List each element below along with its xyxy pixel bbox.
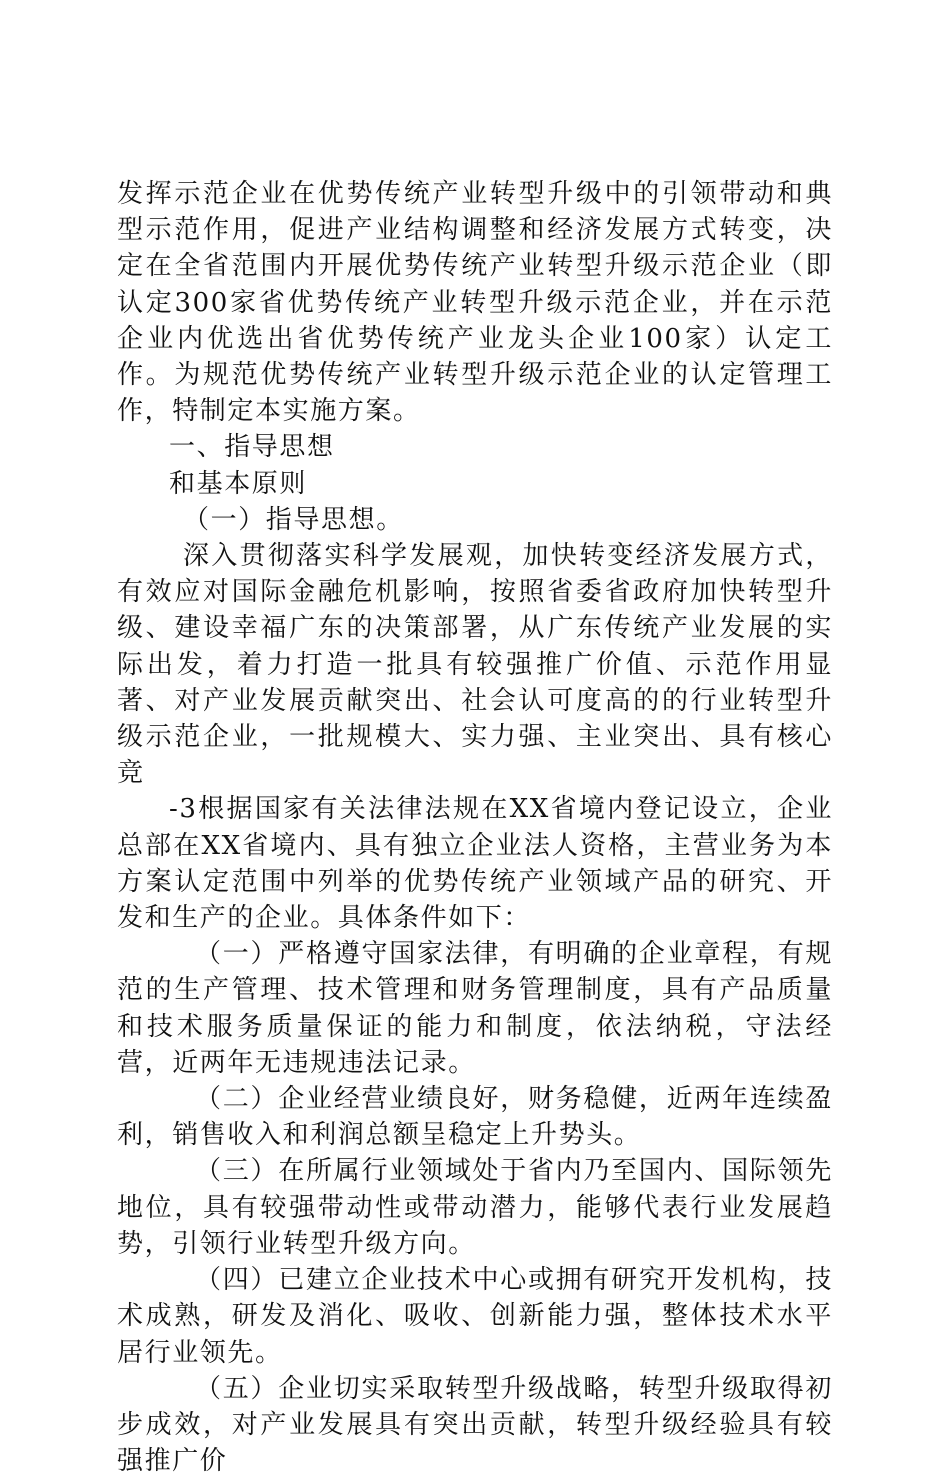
condition-item-1: （一）严格遵守国家法律，有明确的企业章程，有规范的生产管理、技术管理和财务管理制度，具有产品质量和技术服务质量保证的能力和制度，依法纳税，守法经营，近两年无违规违法记录。 [117, 939, 833, 1078]
subheading-guiding-ideology: （一）指导思想。 [183, 504, 404, 535]
condition-item-2: （二）企业经营业绩良好，财务稳健，近两年连续盈利，销售收入和利润总额呈稳定上升势头。 [117, 1084, 833, 1151]
document-body [117, 176, 833, 1479]
condition-item-5: （五）企业切实采取转型升级战略，转型升级取得初步成效，对产业发展具有突出贡献，转型升级经验具有较强推广价 [117, 1373, 833, 1477]
heading-guiding-ideology: 一、指导思想 [169, 432, 335, 463]
paragraph-intro: 发挥示范企业在优势传统产业转型升级中的引领带动和典型示范作用，促进产业结构调整和经济发展方式转变，决定在全省范围内开展优势传统产业转型升级示范企业（即认定300家省优势传统产业转型升级示范企业，并在示范企业内优选出省优势传统产业龙头企业100家）认定工作。为规范优势传统产业转型升级示范企业的认定管理工作，特制定本实施方案。 [117, 179, 833, 427]
condition-item-3: （三）在所属行业领域处于省内乃至国内、国际领先地位，具有较强带动性或带动潜力，能够代表行业发展趋势，引领行业转型升级方向。 [117, 1156, 833, 1259]
condition-item-4: （四）已建立企业技术中心或拥有研究开发机构，技术成熟，研发及消化、吸收、创新能力强，整体技术水平居行业领先。 [117, 1265, 833, 1368]
heading-basic-principles: 和基本原则 [169, 468, 308, 499]
paragraph-eligibility: -3根据国家有关法律法规在XX省境内登记设立，企业总部在XX省境内、具有独立企业法人资格，主营业务为本方案认定范围中列举的优势传统产业领域产品的研究、开发和生产的企业。具体条件如下： [117, 794, 833, 934]
paragraph-guiding-ideology: 深入贯彻落实科学发展观，加快转变经济发展方式，有效应对国际金融危机影响，按照省委省政府加快转型升级、建设幸福广东的决策部署，从广东传统产业发展的实际出发，着力打造一批具有较强推广价值、示范作用显著、对产业发展贡献突出、社会认可度高的的行业转型升级示范企业，一批规模大、实力强、主业突出、具有核心竞 [117, 541, 833, 789]
